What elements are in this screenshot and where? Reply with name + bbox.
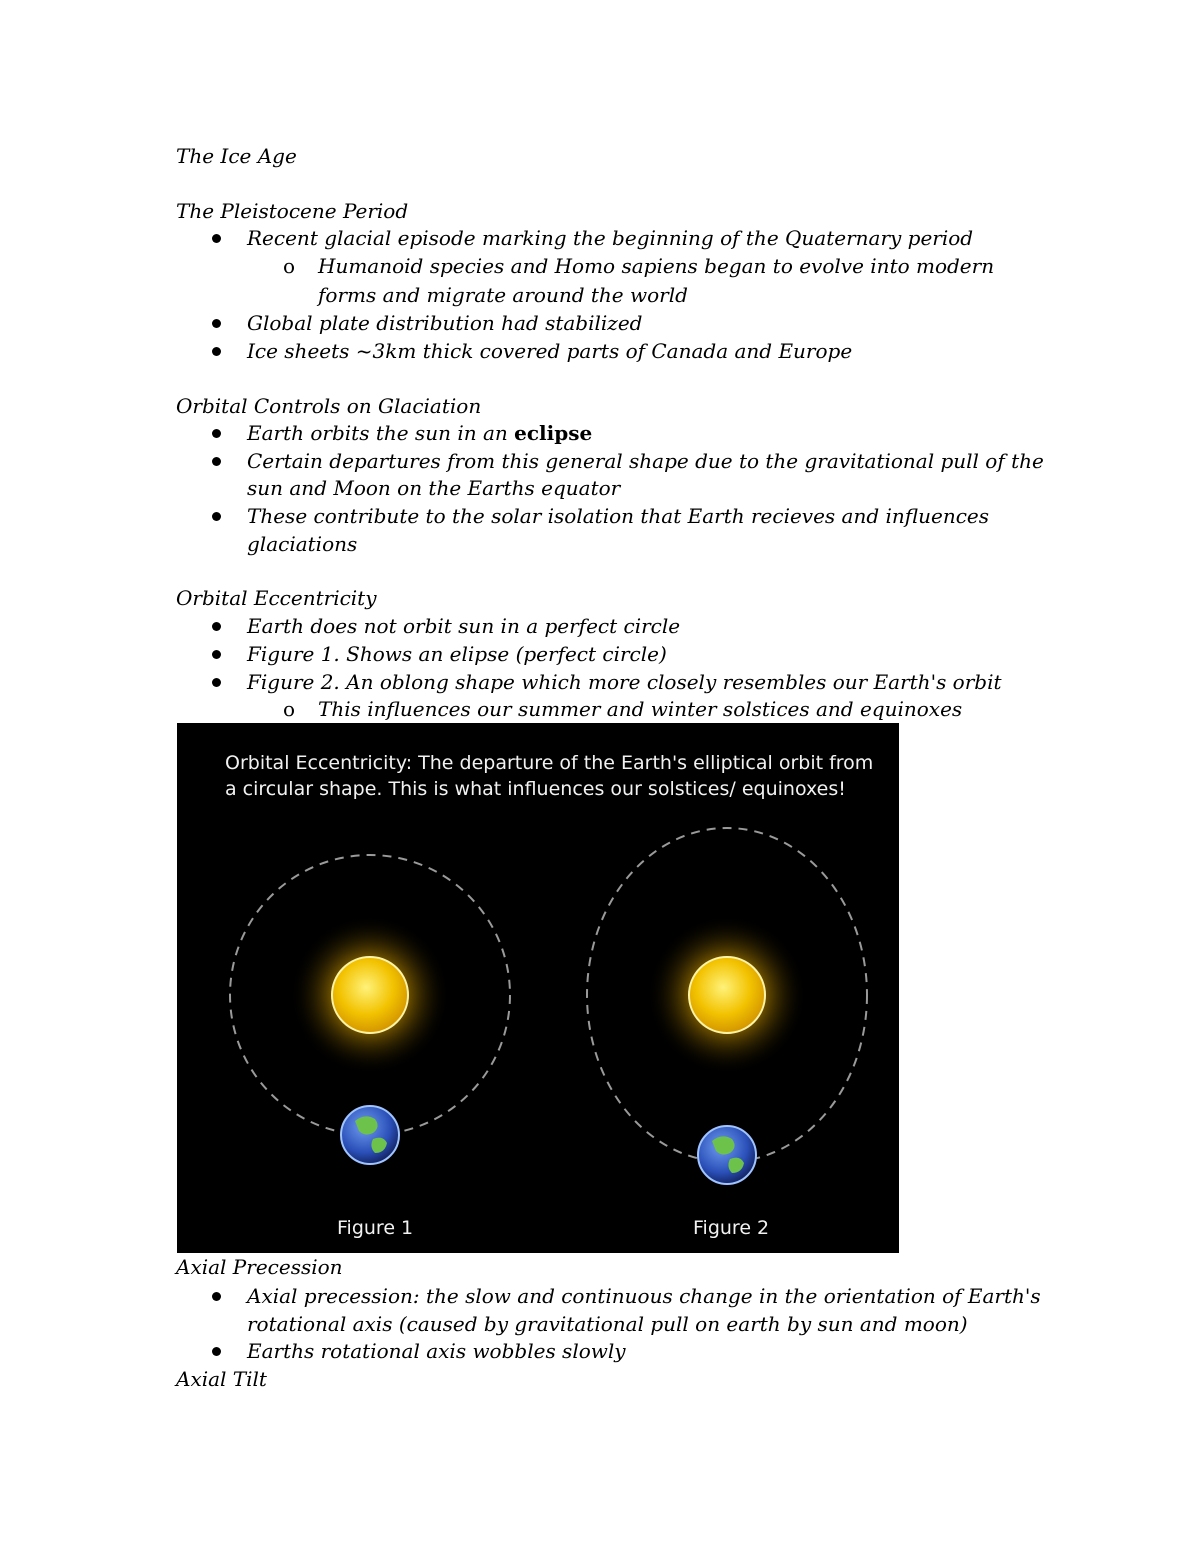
axial-tilt-heading: Axial Tilt — [176, 1367, 267, 1391]
pleistocene-bullet-1: Recent glacial episode marking the beginning of the Quaternary period — [247, 226, 974, 250]
orbital-controls-heading: Orbital Controls on Glaciation — [176, 394, 482, 418]
eccentricity-heading: Orbital Eccentricity — [176, 586, 377, 610]
bullet-dot — [212, 234, 221, 243]
axial-precession-bullet-2: Earths rotational axis wobbles slowly — [247, 1339, 626, 1363]
pleistocene-bullet-3: Ice sheets ~3km thick covered parts of Canada and Europe — [247, 339, 853, 363]
orbital-controls-bullet-2-line-2: sun and Moon on the Earths equator — [247, 476, 621, 500]
axial-precession-heading: Axial Precession — [176, 1255, 343, 1279]
bullet-dot — [212, 1292, 221, 1301]
earth-icon — [698, 1126, 756, 1184]
sub-bullet-marker: o — [283, 697, 296, 721]
pleistocene-bullet-2: Global plate distribution had stabilized — [247, 311, 643, 335]
bullet-dot — [212, 650, 221, 659]
sub-bullet-marker: o — [283, 254, 296, 278]
orbital-controls-bullet-1 — [247, 419, 592, 447]
bullet-dot — [212, 319, 221, 328]
axial-precession-bullet-1-line-2: rotational axis (caused by gravitational pull on earth by sun and moon) — [247, 1312, 968, 1336]
orbital-controls-bullet-2-line-1: Certain departures from this general shape due to the gravitational pull of the — [247, 449, 1044, 473]
figure-2-label: Figure 2 — [693, 1217, 770, 1239]
document-title: The Ice Age — [176, 144, 297, 168]
pleistocene-sub-line-2: forms and migrate around the world — [318, 283, 688, 307]
eccentricity-sub-bullet: This influences our summer and winter solstices and equinoxes — [318, 697, 963, 721]
bullet-dot — [212, 512, 221, 521]
orbital-controls-bullet-1-text: Earth orbits the sun in an — [247, 421, 515, 445]
sun-icon — [689, 957, 765, 1033]
eccentricity-bullet-1: Earth does not orbit sun in a perfect circle — [247, 614, 681, 638]
bullet-dot — [212, 429, 221, 438]
axial-precession-bullet-1-line-1: Axial precession: the slow and continuous change in the orientation of Earth's — [247, 1284, 1041, 1308]
orbital-controls-bullet-3-line-1: These contribute to the solar isolation that Earth recieves and influences — [247, 504, 990, 528]
bullet-dot — [212, 347, 221, 356]
figure-1-label: Figure 1 — [337, 1217, 414, 1239]
orbit-illustration — [177, 723, 899, 1253]
orbital-eccentricity-figure — [177, 723, 899, 1253]
eccentricity-bullet-3: Figure 2. An oblong shape which more closely resembles our Earth's orbit — [247, 670, 1002, 694]
orbital-controls-bullet-3-line-2: glaciations — [247, 532, 358, 556]
earth-icon — [341, 1106, 399, 1164]
bullet-dot — [212, 678, 221, 687]
eccentricity-bullet-2: Figure 1. Shows an elipse (perfect circle) — [247, 642, 667, 666]
sun-icon — [332, 957, 408, 1033]
pleistocene-sub-line-1: Humanoid species and Homo sapiens began to evolve into modern — [318, 254, 995, 278]
figure-caption: Orbital Eccentricity: The departure of the Earth's elliptical orbit from a circular shape. This is what influences our solstices/ equinoxes! — [225, 752, 874, 800]
pleistocene-heading: The Pleistocene Period — [176, 199, 409, 223]
bullet-dot — [212, 457, 221, 466]
bullet-dot — [212, 1347, 221, 1356]
eclipse-bold-term: eclipse — [514, 421, 593, 445]
bullet-dot — [212, 622, 221, 631]
